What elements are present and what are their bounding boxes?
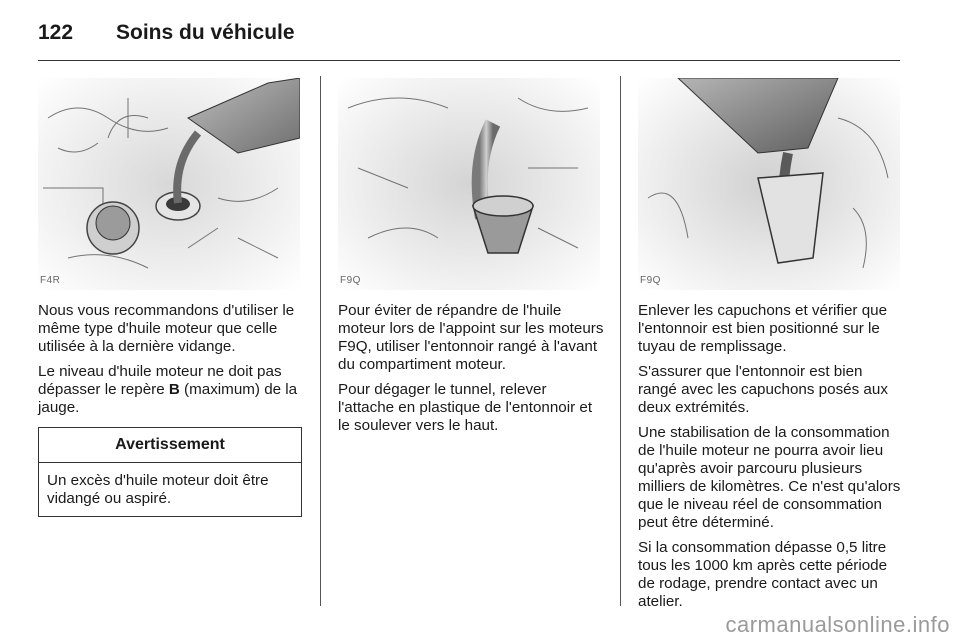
text-column-2 bbox=[338, 302, 604, 442]
mark-label: B bbox=[168, 381, 180, 398]
text-column-3 bbox=[638, 302, 902, 618]
page-number: 122 bbox=[38, 21, 74, 44]
header-rule bbox=[38, 60, 900, 61]
paragraph: Pour éviter de répandre de l'huile moteur lors de l'appoint sur les moteurs F9Q, utiliser l'entonnoir rangé à l'avant du compartiment moteur. bbox=[338, 302, 604, 373]
text-column-1 bbox=[38, 302, 302, 517]
figure-code: F9Q bbox=[640, 275, 661, 286]
paragraph: Enlever les capuchons et vérifier que l'entonnoir est bien positionné sur le tuyau de remplissage. bbox=[638, 302, 888, 355]
page-header bbox=[38, 18, 295, 48]
warning-title: Avertissement bbox=[39, 428, 301, 463]
paragraph: S'assurer que l'entonnoir est bien rangé avec les capuchons posés aux deux extrémités. bbox=[638, 363, 888, 416]
oil-funnel-pouring-illustration bbox=[638, 78, 900, 290]
figure-funnel-installed bbox=[338, 78, 600, 290]
watermark: carmanualsonline.info bbox=[725, 612, 950, 637]
oil-filling-engine-illustration bbox=[38, 78, 300, 290]
paragraph-text: Le niveau d'huile moteur ne doit pas dépasser le repère bbox=[38, 363, 282, 398]
paragraph: Nous vous recommandons d'utiliser le même type d'huile moteur que celle utilisée à la dernière vidange. bbox=[38, 302, 295, 355]
oil-funnel-installed-illustration bbox=[338, 78, 600, 290]
page-title: Soins du véhicule bbox=[116, 21, 295, 44]
figure-code: F4R bbox=[40, 275, 61, 286]
paragraph: Si la consommation dépasse 0,5 litre tous les 1000 km après cette période de rodage, prendre contact avec un atelier. bbox=[638, 539, 888, 610]
paragraph bbox=[38, 363, 302, 417]
warning-text: Un excès d'huile moteur doit être vidangé ou aspiré. bbox=[47, 472, 269, 507]
paragraph: Une stabilisation de la consommation de l'huile moteur ne pourra avoir lieu qu'après avoir parcouru plusieurs milliers de kilomètres. Ce n'est qu'alors que le niveau réel de consommation peut être déterminé. bbox=[638, 424, 901, 531]
figure-oil-filling bbox=[38, 78, 300, 290]
warning-box bbox=[38, 427, 302, 517]
paragraph: Pour dégager le tunnel, relever l'attache en plastique de l'entonnoir et le soulever vers le haut. bbox=[338, 381, 593, 434]
figure-funnel-pouring bbox=[638, 78, 900, 290]
paragraph-text: (maximum) de la jauge. bbox=[38, 381, 298, 416]
figure-code: F9Q bbox=[340, 275, 361, 286]
column-divider bbox=[620, 76, 621, 606]
column-divider bbox=[320, 76, 321, 606]
